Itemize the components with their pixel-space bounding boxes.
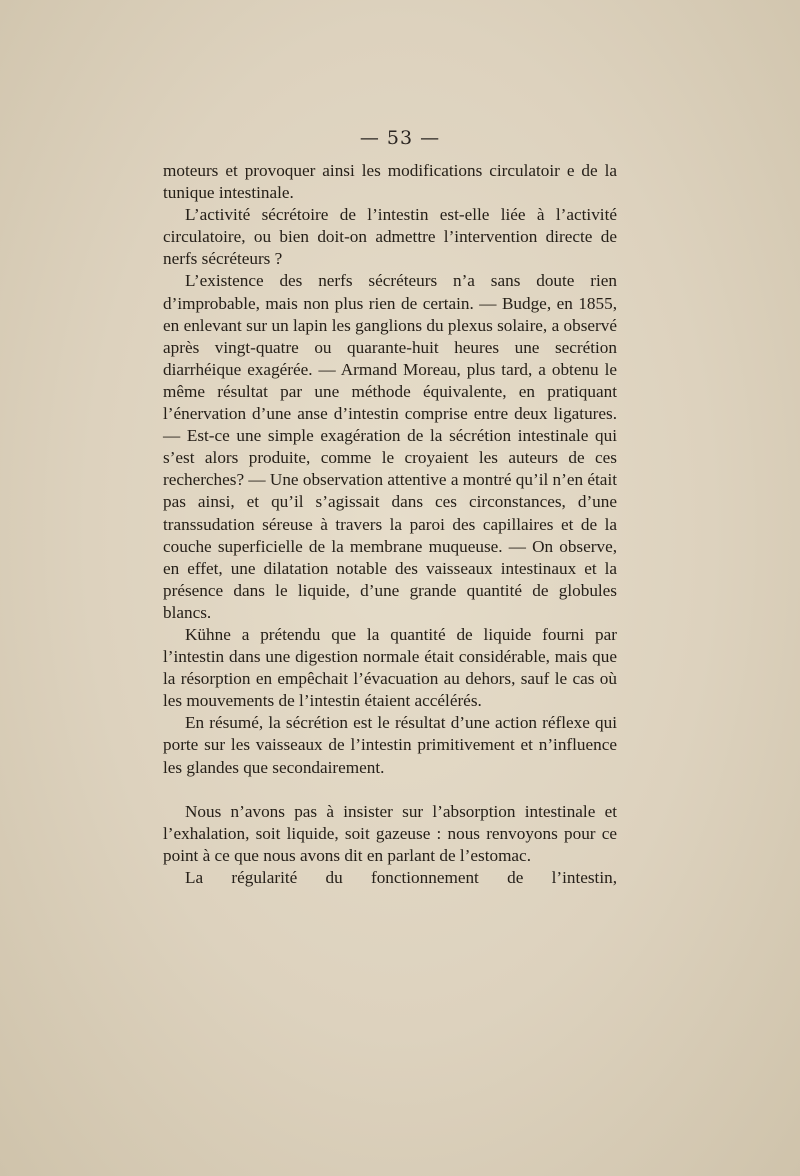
paragraph-2: L’activité sécrétoire de l’intestin est-elle liée à l’activité circulatoire, ou bien doit-on admettre l’intervention directe de nerfs sécréteurs ?	[163, 205, 617, 269]
paragraph-5: En résumé, la sécrétion est le résultat d’une action réflexe qui porte sur les vaisseaux de l’intestin primitivement et n’influence les glandes que secondairement.	[163, 713, 617, 777]
page-number: — 53 —	[359, 127, 441, 149]
paragraph-1: moteurs et provoquer ainsi les modifications circulatoir e de la tunique intestinale.	[163, 161, 617, 203]
paragraph-6: Nous n’avons pas à insister sur l’absorption intestinale et l’exhalation, soit liquide, soit gazeuse : nous renvoyons pour ce point à ce que nous avons dit en parlant de l’estomac.	[163, 801, 617, 865]
paragraph-4: Kühne a prétendu que la quantité de liquide fourni par l’intestin dans une digestion normale était considérable, mais que la résorption en empêchait l’évacuation au dehors, sauf le cas où les mouvements de l’intestin étaient accélérés.	[163, 624, 617, 711]
paragraph-3: L’existence des nerfs sécréteurs n’a sans doute rien d’improbable, mais non plus rien de certain. — Budge, en 1855, en enlevant sur un lapin les ganglions du plexus solaire, a observé après vingt-quatre ou quarante-huit heures une secrétion diarrhéique exagérée. — Armand Moreau, plus tard, a obtenu le même résultat par une méthode équivalente, en pratiquant l’énervation d’une anse d’intestin comprise entre deux ligatures. — Est-ce une simple exagération de la sécrétion intestinale qui s’est alors produite, comme le croyaient les auteurs de ces recherches? — Une observation attentive a montré qu’il n’en était pas ainsi, et qu’il s’agissait dans ces circonstances, d’une transsudation séreuse à travers la paroi des capillaires et de la couche superficielle de la membrane muqueuse. — On observe, en effet, une dilatation notable des vaisseaux intestinaux et la présence dans le liquide, d’une grande quantité de globules blancs.	[163, 271, 617, 622]
paragraph-7: La régularité du fonctionnement de l’intestin,	[185, 867, 617, 887]
body-text	[163, 160, 617, 889]
